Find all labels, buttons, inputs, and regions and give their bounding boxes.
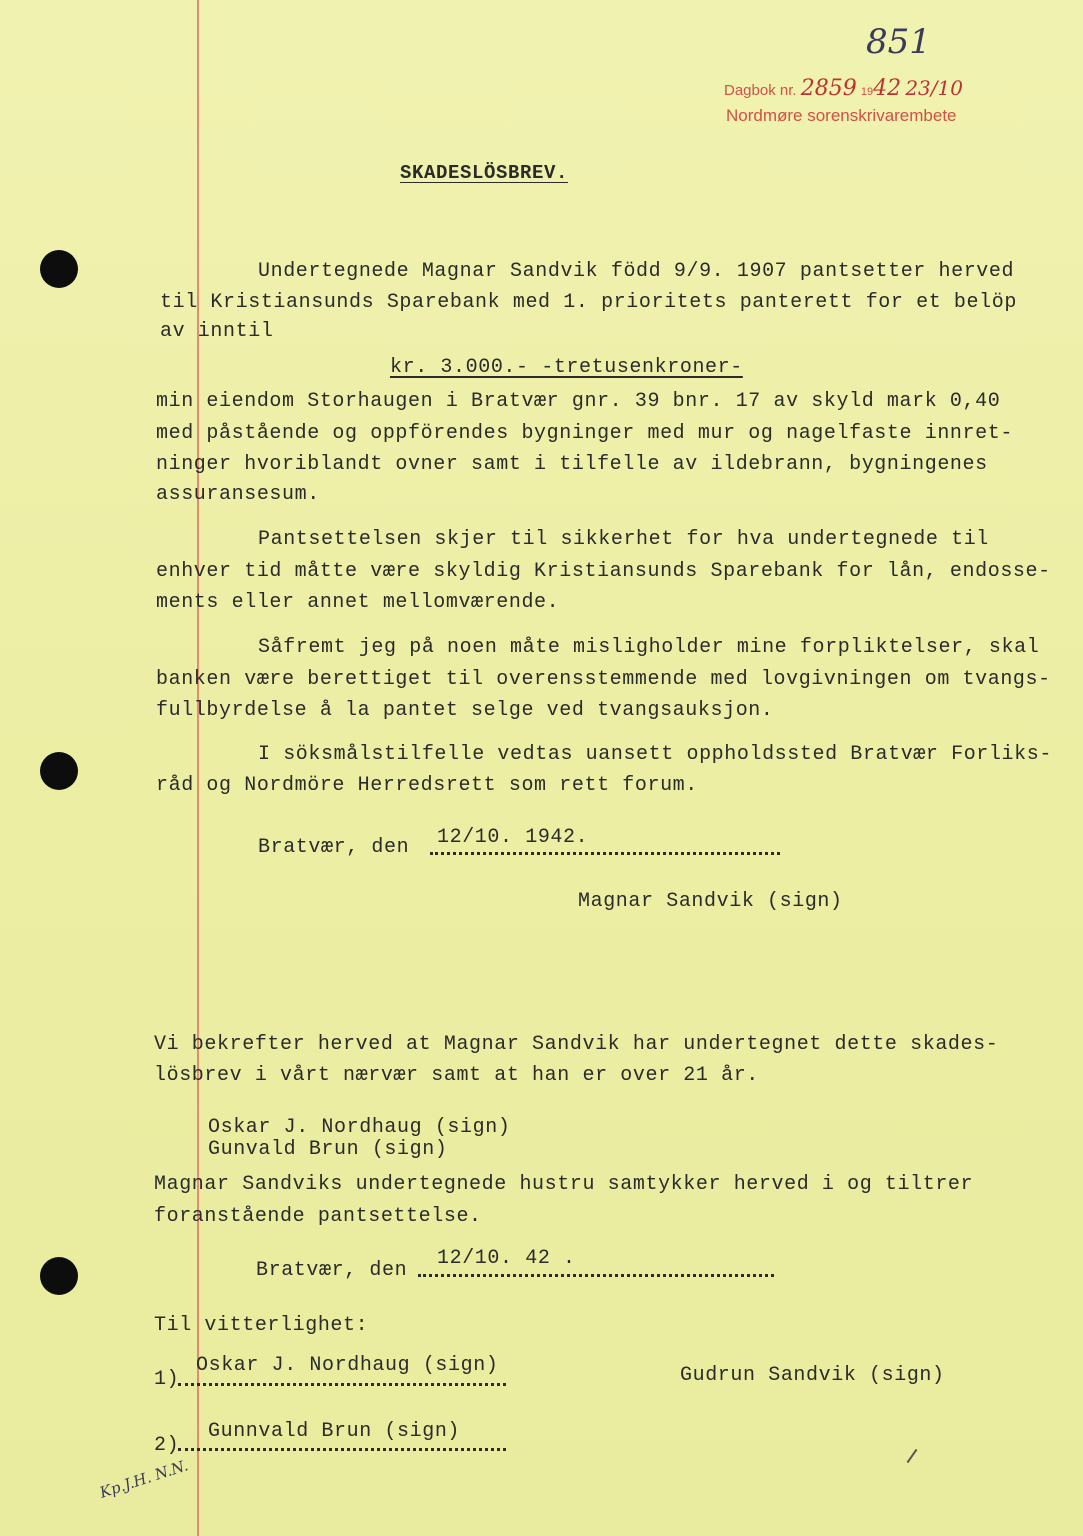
punch-hole (40, 250, 78, 288)
pen-mark (907, 1449, 918, 1463)
text-line: banken være berettiget til overensstemmende med lovgivningen om tvangs- (156, 668, 1051, 691)
text-line: av inntil (160, 320, 274, 343)
place-date-label: Bratvær, den (256, 1259, 408, 1282)
text-line: Pantsettelsen skjer til sikkerhet for hva undertegnede til (258, 528, 989, 551)
witness-line: Oskar J. Nordhaug (sign) (208, 1116, 511, 1139)
margin-line (197, 0, 199, 1536)
signature-line: Magnar Sandvik (sign) (578, 890, 843, 913)
dotted-line (178, 1448, 506, 1451)
text-line: assuransesum. (156, 483, 320, 506)
text-line: Såfremt jeg på noen måte misligholder mine forpliktelser, skal (258, 636, 1040, 659)
stamp-prefix: Dagbok nr. (724, 82, 797, 99)
text-line: fullbyrdelse å la pantet selge ved tvangsauksjon. (156, 699, 774, 722)
page-number: 851 (866, 22, 931, 62)
text-line: med påstående og oppförendes bygninger med mur og nagelfaste innret- (156, 422, 1013, 445)
document-title: SKADESLÖSBREV. (400, 162, 569, 184)
text-line: Magnar Sandviks undertegnede hustru samtykker herved i og tiltrer (154, 1173, 974, 1196)
witness-number: 1) (154, 1368, 180, 1391)
date-value: 12/10. 1942. (437, 826, 589, 849)
text-line: min eiendom Storhaugen i Bratvær gnr. 39 bnr. 17 av skyld mark 0,40 (156, 390, 1001, 413)
text-line: råd og Nordmöre Herredsrett som rett forum. (156, 774, 698, 797)
punch-hole (40, 1257, 78, 1295)
text-line: foranstående pantsettelse. (154, 1205, 482, 1228)
witness-heading: Til vitterlighet: (154, 1314, 369, 1337)
handwritten-initials: Kp.J.H. N.N. (97, 1456, 191, 1502)
dotted-line (430, 852, 780, 855)
stamp-office: Nordmøre sorenskrivarembete (726, 106, 957, 125)
witness-line: Gunnvald Brun (sign) (208, 1420, 461, 1443)
text-line: I söksmålstilfelle vedtas uansett oppholdssted Bratvær Forliks- (258, 743, 1052, 766)
place-date-label: Bratvær, den (258, 836, 410, 859)
text-line: til Kristiansunds Sparebank med 1. prioritets panterett for et belöp (160, 291, 1017, 314)
journal-stamp: Dagbok nr. 2859 1942 23/10 (724, 76, 963, 101)
witness-number: 2) (154, 1434, 180, 1457)
stamp-year: 42 (873, 76, 902, 101)
signature-line: Gudrun Sandvik (sign) (680, 1364, 945, 1387)
text-line: ments eller annet mellomværende. (156, 591, 560, 614)
text-line: ninger hvoriblandt ovner samt i tilfelle av ildebrann, bygningenes (156, 453, 988, 476)
amount-line: kr. 3.000.- -tretusenkroner- (390, 356, 743, 379)
text-line: Undertegnede Magnar Sandvik född 9/9. 1907 pantsetter herved (258, 260, 1015, 283)
text-line: enhver tid måtte være skyldig Kristiansunds Sparebank for lån, endosse- (156, 560, 1051, 583)
dotted-line (418, 1274, 774, 1277)
witness-line: Gunvald Brun (sign) (208, 1138, 448, 1161)
stamp-date: 23/10 (905, 76, 963, 100)
stamp-number: 2859 (800, 76, 857, 101)
date-value: 12/10. 42 . (437, 1247, 576, 1270)
punch-hole (40, 752, 78, 790)
witness-line: Oskar J. Nordhaug (sign) (196, 1354, 499, 1377)
dotted-line (178, 1383, 506, 1386)
text-line: Vi bekrefter herved at Magnar Sandvik har undertegnet dette skades- (154, 1033, 999, 1056)
text-line: lösbrev i vårt nærvær samt at han er over 21 år. (154, 1064, 759, 1087)
